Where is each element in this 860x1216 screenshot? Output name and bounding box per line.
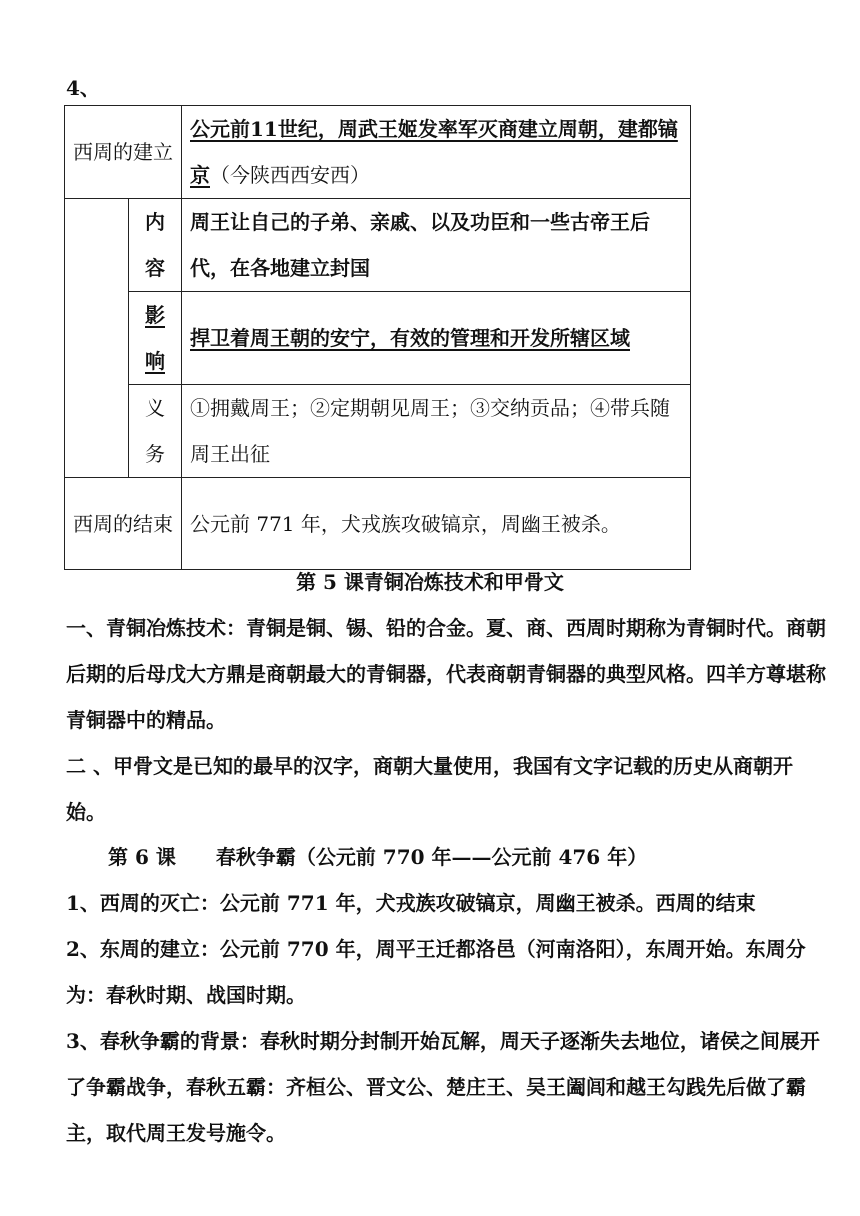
fenfeng-empty-cell [65, 199, 129, 478]
lesson6-item2: 2、东周的建立：公元前 770 年，周平王迁都洛邑（河南洛阳），东周开始。东周分为：春秋时期、战国时期。 [66, 937, 806, 1007]
founding-main-text: 公元前11世纪，周武王姬发率军灭商建立周朝，建都镐京 [190, 117, 678, 187]
row-label-duty: 义 务 [129, 385, 182, 478]
row-label-content: 内 容 [129, 199, 182, 292]
row-content-influence: 捍卫着周王朝的安宁，有效的管理和开发所辖区域 [182, 292, 691, 385]
row-content-content: 周王让自己的子弟、亲戚、以及功臣和一些古帝王后代，在各地建立封国 [182, 199, 691, 292]
row-label-founding: 西周的建立 [65, 106, 182, 199]
row-content-duty: ①拥戴周王；②定期朝见周王；③交纳贡品；④带兵随周王出征 [182, 385, 691, 478]
table-row [65, 478, 691, 570]
lesson6-title: 第 6 课 春秋争霸（公元前 770 年——公元前 476 年） [108, 845, 648, 869]
table-row [65, 106, 691, 199]
row-content-founding [182, 106, 691, 199]
row-label-end: 西周的结束 [65, 478, 182, 570]
row-content-end: 公元前 771 年，犬戎族攻破镐京，周幽王被杀。 [182, 478, 691, 570]
lesson5-title: 第 5 课青铜冶炼技术和甲骨文 [296, 570, 564, 594]
table-row [65, 199, 691, 292]
lesson5-para2: 二 、甲骨文是已知的最早的汉字，商朝大量使用，我国有文字记载的历史从商朝开始。 [66, 754, 793, 824]
table-row [65, 292, 691, 385]
row-label-influence: 影 响 [129, 292, 182, 385]
lesson6-item3: 3、春秋争霸的背景：春秋时期分封制开始瓦解，周天子逐渐失去地位，诸侯之间展开了争霸战争，春秋五霸：齐桓公、晋文公、楚庄王、吴王阖闾和越王勾践先后做了霸主，取代周王发号施令。 [66, 1029, 820, 1145]
table-row [65, 385, 691, 478]
lesson6-item1: 1、西周的灭亡：公元前 771 年，犬戎族攻破镐京，周幽王被杀。西周的结束 [66, 891, 756, 915]
founding-note-text: （今陕西西安西） [210, 163, 370, 187]
section-number: 4、 [66, 76, 100, 100]
western-zhou-table [64, 105, 691, 570]
lesson5-para1: 一、青铜冶炼技术：青铜是铜、锡、铅的合金。夏、商、西周时期称为青铜时代。商朝后期的后母戊大方鼎是商朝最大的青铜器，代表商朝青铜器的典型风格。四羊方尊堪称青铜器中的精品。 [66, 616, 826, 732]
